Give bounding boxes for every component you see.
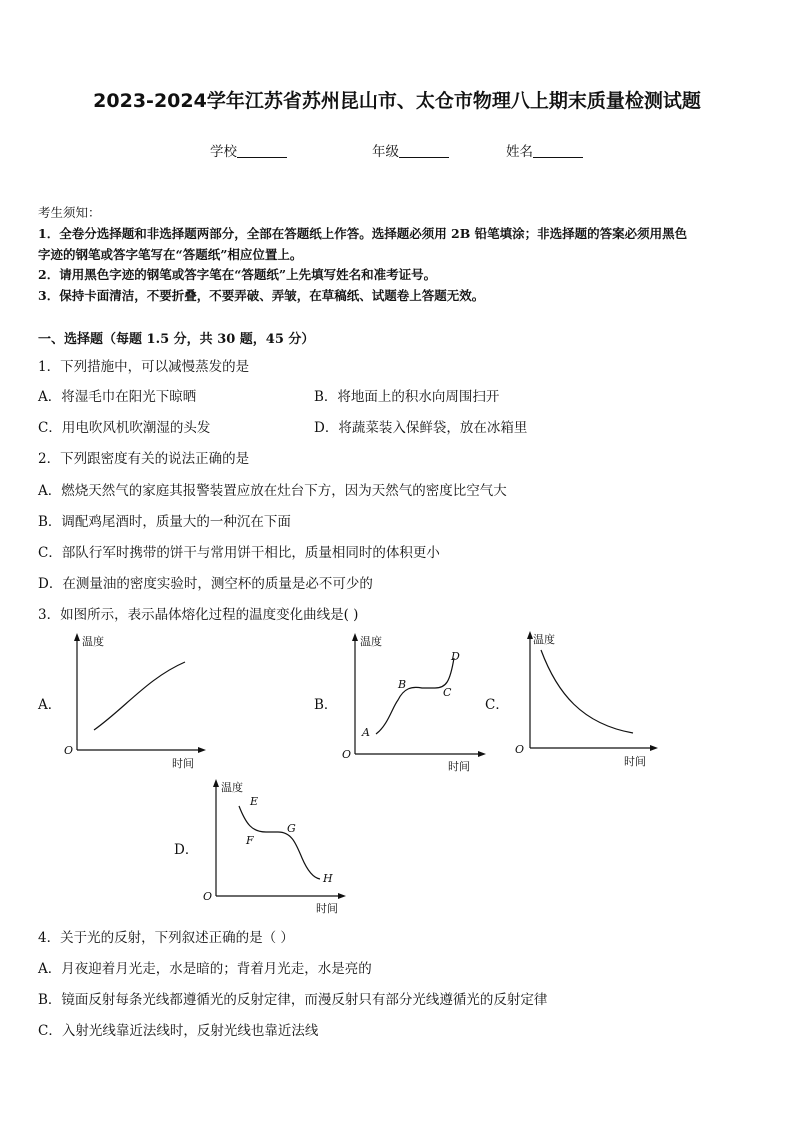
q2-option-d: D．在测量油的密度实验时，测空杯的质量是必不可少的 <box>38 576 373 592</box>
school-blank <box>237 143 287 158</box>
graph-d-point-e: E <box>250 795 259 808</box>
graph-d <box>200 776 350 918</box>
q2-stem: 2．下列跟密度有关的说法正确的是 <box>38 451 250 467</box>
graph-a-origin: O <box>64 744 74 757</box>
q2-option-c: C．部队行军时携带的饼干与常用饼干相比，质量相同时的体积更小 <box>38 545 440 561</box>
grade-field <box>372 140 449 160</box>
graph-a-curve <box>94 662 185 730</box>
q1-option-b: B．将地面上的积水向周围扫开 <box>314 389 500 405</box>
q1-option-c: C．用电吹风机吹潮湿的头发 <box>38 420 211 436</box>
graph-b-ylabel: 温度 <box>360 635 382 648</box>
graph-c-curve <box>541 650 633 733</box>
q1-option-a: A．将湿毛巾在阳光下晾晒 <box>38 389 197 405</box>
notice-item-2: 2．请用黑色字迹的钢笔或答字笔在“答题纸”上先填写姓名和准考证号。 <box>38 267 437 282</box>
section-heading: 一、选择题（每题 1.5 分，共 30 题，45 分） <box>38 332 315 347</box>
name-blank <box>533 143 583 158</box>
school-label: 学校 <box>210 144 237 160</box>
name-field <box>506 140 583 160</box>
school-field <box>210 140 287 160</box>
q3-option-b-label: B． <box>314 697 338 713</box>
graph-b-origin: O <box>342 748 352 761</box>
name-label: 姓名 <box>506 144 533 160</box>
q1-option-d: D．将蔬菜装入保鲜袋，放在冰箱里 <box>314 420 528 436</box>
notice-item-3: 3．保持卡面清洁，不要折叠，不要弄破、弄皱，在草稿纸、试题卷上答题无效。 <box>38 288 485 303</box>
q2-option-a: A．燃烧天然气的家庭其报警装置应放在灶台下方，因为天然气的密度比空气大 <box>38 483 507 499</box>
page-title: 2023-2024学年江苏省苏州昆山市、太仓市物理八上期末质量检测试题 <box>93 90 701 112</box>
graph-a <box>60 630 210 770</box>
graph-c-ylabel: 温度 <box>533 633 555 646</box>
notice-heading: 考生须知： <box>38 205 101 220</box>
q1-stem: 1．下列措施中，可以减慢蒸发的是 <box>38 359 250 375</box>
graph-d-xlabel: 时间 <box>316 902 338 915</box>
notice-item-1-line-1: 1．全卷分选择题和非选择题两部分，全部在答题纸上作答。选择题必须用 2B 铅笔填涂；非选择题的答案必须用黑色 <box>38 226 688 241</box>
graph-c-xlabel: 时间 <box>624 755 646 768</box>
graph-d-y-arrow <box>213 779 219 787</box>
graph-d-point-g: G <box>287 822 296 835</box>
graph-d-ylabel: 温度 <box>221 781 243 794</box>
notice-item-1-line-2: 字迹的钢笔或答字笔写在“答题纸”相应位置上。 <box>38 247 303 262</box>
grade-blank <box>399 143 449 158</box>
graph-b <box>340 630 490 775</box>
graph-b-point-d: D <box>451 650 460 663</box>
q4-stem: 4．关于光的反射，下列叙述正确的是（ ） <box>38 930 294 946</box>
graph-b-point-a: A <box>362 726 370 739</box>
graph-b-point-c: C <box>443 686 452 699</box>
graph-a-ylabel: 温度 <box>82 635 104 648</box>
q2-option-b: B．调配鸡尾酒时，质量大的一种沉在下面 <box>38 514 291 530</box>
graph-b-y-arrow <box>352 633 358 641</box>
graph-c <box>507 628 667 773</box>
graph-d-x-arrow <box>338 893 346 899</box>
graph-c-x-arrow <box>650 745 658 751</box>
q4-option-c: C．入射光线靠近法线时，反射光线也靠近法线 <box>38 1023 319 1039</box>
graph-d-origin: O <box>203 890 213 903</box>
graph-b-x-arrow <box>478 751 486 757</box>
graph-d-point-f: F <box>246 834 254 847</box>
graph-b-xlabel: 时间 <box>448 760 470 773</box>
q3-stem: 3．如图所示，表示晶体熔化过程的温度变化曲线是( ) <box>38 607 359 623</box>
q4-option-a: A．月夜迎着月光走，水是暗的；背着月光走，水是亮的 <box>38 961 372 977</box>
graph-c-origin: O <box>515 743 525 756</box>
q4-option-b: B．镜面反射每条光线都遵循光的反射定律，而漫反射只有部分光线遵循光的反射定律 <box>38 992 548 1008</box>
q3-option-c-label: C． <box>485 697 509 713</box>
graph-a-xlabel: 时间 <box>172 757 194 770</box>
graph-b-point-b: B <box>398 678 407 691</box>
grade-label: 年级 <box>372 144 399 160</box>
graph-a-x-arrow <box>198 747 206 753</box>
graph-d-point-h: H <box>323 872 333 885</box>
q3-option-a-label: A． <box>38 697 62 713</box>
q3-option-d-label: D． <box>174 842 199 858</box>
graph-a-y-arrow <box>74 633 80 641</box>
